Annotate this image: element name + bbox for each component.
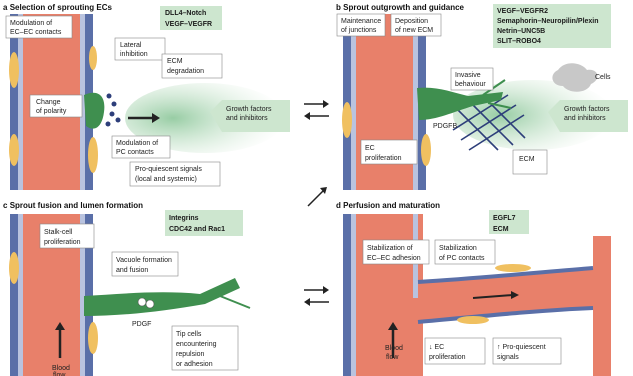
panel-c	[0, 198, 300, 376]
svg-text:proliferation: proliferation	[44, 239, 81, 246]
pericyte	[9, 252, 19, 284]
signal-ecm: ECM	[493, 226, 509, 233]
panel-b-title: Sprout outgrowth and guidance	[343, 3, 465, 12]
pericyte	[9, 134, 19, 166]
label-lateral-inhibition: Lateral	[120, 42, 142, 49]
label-ec-proliferation: ↓ EC	[429, 344, 445, 351]
label-pdgf: PDGF	[132, 321, 152, 328]
signal-vegf-vegfr: VEGF–VEGFR	[165, 21, 213, 28]
pericyte	[88, 322, 98, 354]
panel-d	[333, 198, 633, 376]
svg-text:proliferation: proliferation	[365, 155, 402, 162]
ecm-particle	[110, 112, 115, 117]
panel-b	[333, 0, 633, 190]
label-pro-quiescent: Pro-quiescent signals	[135, 166, 202, 173]
svg-text:inhibition: inhibition	[120, 51, 148, 58]
svg-text:of new ECM: of new ECM	[395, 27, 434, 34]
label-growth-factors: Growth factors	[564, 106, 610, 113]
ecm-particle	[106, 122, 111, 127]
panel-b-letter: b	[336, 3, 341, 12]
label-stabilization-pc: Stabilization	[439, 245, 477, 252]
label-growth-factors: Growth factors	[226, 106, 272, 113]
pericyte	[9, 52, 19, 88]
svg-text:or adhesion: or adhesion	[176, 361, 213, 368]
panel-c-title: Sprout fusion and lumen formation	[9, 201, 144, 210]
svg-text:PC contacts: PC contacts	[116, 149, 154, 156]
panel-a-title: Selection of sprouting ECs	[9, 3, 112, 12]
ecm-particle	[116, 118, 121, 123]
svg-text:flow: flow	[53, 372, 66, 376]
svg-text:EC–EC adhesion: EC–EC adhesion	[367, 255, 421, 262]
svg-text:signals: signals	[497, 354, 519, 361]
label-modulation-ec: Modulation of	[10, 20, 53, 27]
label-vacuole-formation: Vacuole formation	[116, 257, 172, 264]
svg-text:behaviour: behaviour	[455, 81, 486, 88]
ecm-particle	[107, 94, 112, 99]
transition-arrows-cd	[300, 280, 333, 310]
label-invasive-behaviour: Invasive	[455, 72, 481, 79]
signal-egfl7: EGFL7	[493, 215, 516, 222]
pericyte	[421, 134, 431, 166]
svg-text:of PC contacts: of PC contacts	[439, 255, 485, 262]
label-maintenance-junctions: Maintenance	[341, 18, 382, 25]
svg-text:c Sprout fusion and lumen form	[3, 201, 143, 210]
label-tip-cells: Tip cells	[176, 331, 202, 338]
panel-a-letter: a	[3, 3, 8, 12]
label-ecm-degradation: ECM	[167, 58, 183, 65]
transition-arrows-bc	[300, 180, 333, 216]
panel-d-letter: d	[336, 201, 341, 210]
signal-integrins: Integrins	[169, 215, 199, 222]
label-deposition-ecm: Deposition	[395, 18, 429, 25]
label-pdgfb: PDGFB	[433, 123, 458, 130]
tip-cell	[84, 93, 104, 129]
svg-text:degradation: degradation	[167, 68, 204, 75]
vacuole	[138, 298, 146, 306]
label-pro-quiescent: ↑ Pro-quiescent	[497, 344, 546, 351]
signal-vegf-vegfr2: VEGF–VEGFR2	[497, 8, 548, 15]
vacuole	[146, 300, 154, 308]
label-stabilization-ec: Stabilization of	[367, 245, 413, 252]
svg-text:and fusion: and fusion	[116, 267, 149, 274]
transition-arrows-ab	[300, 90, 333, 130]
label-blood-flow: Blood	[52, 365, 70, 372]
svg-text:b Sprout outgrowth and guidanc	[336, 3, 465, 12]
label-blood-flow: Blood	[385, 345, 403, 352]
svg-text:flow: flow	[386, 354, 399, 361]
pericyte	[457, 316, 489, 324]
svg-text:(local and systemic): (local and systemic)	[135, 176, 197, 183]
svg-text:EC–EC contacts: EC–EC contacts	[10, 29, 62, 36]
panel-d-title: Perfusion and maturation	[343, 201, 441, 210]
svg-text:d Perfusion and maturation	[336, 201, 440, 210]
signal-semaphorin: Semaphorin–Neuropilin/Plexin	[497, 18, 599, 25]
signal-netrin: Netrin–UNC5B	[497, 28, 546, 35]
label-modulation-pc: Modulation of	[116, 140, 159, 147]
ecm-particle	[112, 102, 117, 107]
label-stalk-cell: Stalk-cell	[44, 229, 73, 236]
pericyte	[342, 102, 352, 138]
signal-cdc42-rac1: CDC42 and Rac1	[169, 226, 226, 233]
pericyte	[89, 46, 97, 70]
panel-a	[0, 0, 300, 190]
svg-text:of junctions: of junctions	[341, 27, 377, 34]
panel-c-letter: c	[3, 201, 8, 210]
svg-text:and inhibitors: and inhibitors	[226, 115, 268, 122]
svg-text:repulsion: repulsion	[176, 351, 205, 358]
svg-text:encountering: encountering	[176, 341, 217, 348]
svg-text:and inhibitors: and inhibitors	[564, 115, 606, 122]
endothelium-left	[18, 14, 23, 190]
svg-text:proliferation: proliferation	[429, 354, 466, 361]
label-ec-proliferation: EC	[365, 145, 375, 152]
label-ecm: ECM	[519, 156, 535, 163]
signal-slit: SLIT–ROBO4	[497, 38, 541, 45]
svg-text:of polarity: of polarity	[36, 108, 67, 115]
signal-dll4-notch: DLL4–Notch	[165, 10, 207, 17]
pericyte	[88, 137, 98, 173]
svg-text:a Selection of sprouting ECs	[3, 3, 112, 12]
pericyte	[495, 264, 531, 272]
label-cells: Cells	[595, 74, 611, 81]
fusing-sprout	[84, 278, 240, 316]
label-change-of-polarity: Change	[36, 99, 61, 106]
